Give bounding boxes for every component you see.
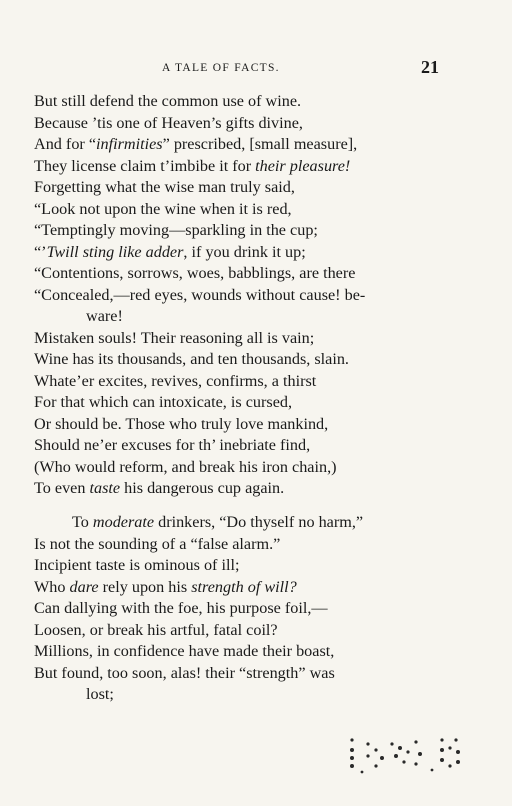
line-text: his dangerous cup again. — [120, 479, 285, 497]
line-text: “’ — [34, 242, 47, 261]
poem-line: But found, too soon, alas! their “strength” was — [34, 663, 335, 682]
line-text: And for “ — [34, 135, 97, 153]
poem-line: For that which can intoxicate, is cursed, — [34, 393, 293, 411]
poem-line — [34, 577, 474, 599]
printer-ornament-icon — [346, 726, 466, 774]
line-text: To even — [34, 479, 90, 497]
running-title: A TALE OF FACTS. — [162, 62, 280, 74]
line-text: They license claim t’imbibe it for — [34, 156, 256, 175]
line-text: Who — [34, 577, 70, 596]
poem-line: lost; — [86, 685, 114, 703]
italic-text: dare — [69, 577, 99, 596]
poem-line: Or should be. Those who truly love mankind, — [34, 414, 329, 433]
poem-line: Loosen, or break his artful, fatal coil? — [34, 620, 278, 639]
italic-text: moderate — [92, 513, 155, 531]
poem-line: “Contentions, sorrows, woes, babblings, are there — [34, 264, 356, 282]
poem-line: ware! — [86, 307, 123, 325]
poem-stanza-1 — [34, 91, 474, 500]
poem-line: But still defend the common use of wine. — [34, 92, 302, 110]
poem-line: Forgetting what the wise man truly said, — [34, 178, 295, 196]
italic-text: strength of will? — [191, 577, 297, 596]
poem-line: (Who would reform, and break his iron chain,) — [34, 457, 337, 476]
poem-line — [34, 242, 474, 264]
line-text: drinkers, “Do thyself no harm,” — [154, 513, 364, 531]
poem-line: Wine has its thousands, and ten thousands, slain. — [34, 350, 349, 368]
italic-text: taste — [89, 479, 121, 497]
italic-text: Twill sting like adder — [46, 242, 184, 261]
italic-text: infirmities — [96, 135, 163, 153]
poem-line: Because ’tis one of Heaven’s gifts divine, — [34, 113, 303, 132]
poem-line: “Temptingly moving—sparkling in the cup; — [34, 221, 318, 239]
poem-line: “Concealed,—red eyes, wounds without cause! be- — [34, 285, 366, 304]
poem-line: Mistaken souls! Their reasoning all is vain; — [34, 328, 315, 347]
poem-stanza-2 — [34, 512, 474, 706]
line-text: , if you drink it up; — [183, 242, 306, 261]
poem-line: “Look not upon the wine when it is red, — [34, 199, 292, 218]
poem-line — [34, 134, 474, 156]
poem-line — [34, 478, 474, 500]
poem-line: Incipient taste is ominous of ill; — [34, 556, 240, 574]
poem-line — [34, 512, 474, 534]
page-number: 21 — [421, 57, 439, 77]
line-text: To — [72, 513, 93, 531]
running-head — [0, 57, 512, 80]
poem-line: Is not the sounding of a “false alarm.” — [34, 534, 281, 553]
poem-line — [34, 156, 474, 178]
poem-line: Whate’er excites, revives, confirms, a thirst — [34, 371, 317, 390]
poem-line: Millions, in confidence have made their boast, — [34, 642, 335, 660]
poem-line: Should ne’er excuses for th’ inebriate find, — [34, 436, 311, 454]
italic-text: their pleasure! — [255, 156, 351, 175]
line-text: rely upon his — [98, 577, 192, 596]
line-text: ” prescribed, [small measure], — [162, 135, 358, 153]
poem-line: Can dallying with the foe, his purpose foil,— — [34, 599, 328, 617]
